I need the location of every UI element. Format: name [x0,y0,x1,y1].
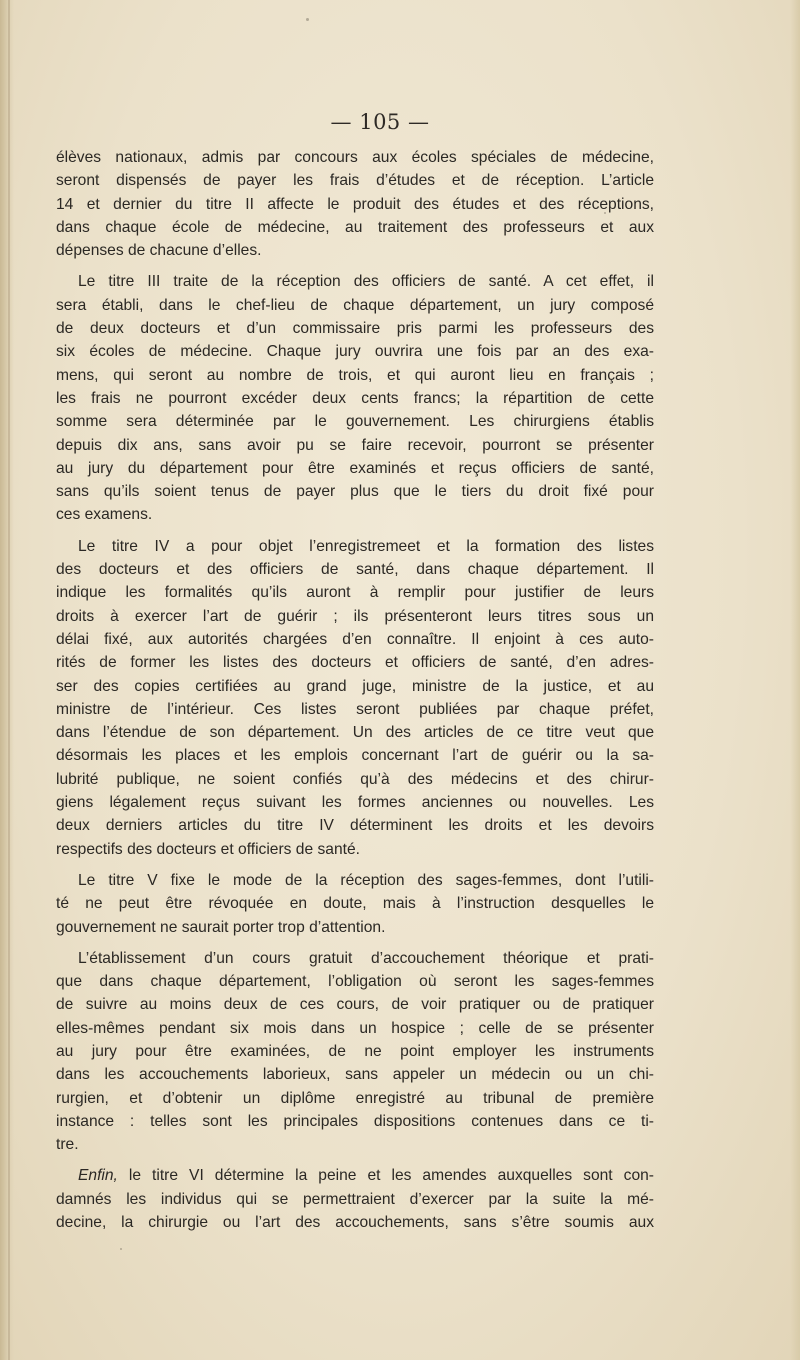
text-line: des docteurs et des officiers de santé, dans chaque département. Il [56,561,654,579]
text-line: de suivre au moins deux de ces cours, de voir pratiquer ou de pratiquer [56,996,654,1014]
paragraph [56,947,654,1157]
binding-shadow [0,0,14,1360]
text-line: té ne peut être révoquée en doute, mais à l’instruction desquelles le [56,895,654,913]
paragraph [56,270,654,526]
text-line: élèves nationaux, admis par concours aux écoles spéciales de médecine, [56,149,654,166]
text-line: sans qu’ils soient tenus de payer plus que le tiers du droit fixé pour [56,483,654,501]
text-line: seront dispensés de payer les frais d’études et de réception. L’article [56,172,654,190]
text-line: désormais les places et les emplois concernant l’art de guérir ou la sa- [56,747,654,765]
ink-speck [306,18,309,21]
text-line: rurgien, et d’obtenir un diplôme enregistré au tribunal de première [56,1089,654,1107]
paragraph [56,1164,654,1234]
text-line: Le titre V fixe le mode de la réception des sages-femmes, dont l’utili- [78,871,654,889]
ink-speck [604,212,606,214]
page-edge-shadow [790,0,800,1360]
text-line: dans l’étendue de son département. Un des articles de ce titre veut que [56,724,654,742]
text-line: délai fixé, aux autorités chargées d’en connaître. Il enjoint à ces auto- [56,630,654,648]
text-line: ministre de l’intérieur. Ces listes seront publiées par chaque préfet, [56,700,654,718]
text-line: ser des copies certifiées au grand juge, ministre de la justice, et au [56,677,654,695]
text-line: droits à exercer l’art de guérir ; ils présenteront leurs titres sous un [56,607,654,625]
text-line: L’établissement d’un cours gratuit d’accouchement théorique et prati- [78,949,654,967]
text-line: les frais ne pourront excéder deux cents francs; la répartition de cette [56,389,654,407]
text-line: au jury pour être examinées, de ne point employer les instruments [56,1042,654,1060]
text-line: damnés les individus qui se permettraient d’exercer par la suite la mé- [56,1190,654,1208]
text-line: que dans chaque département, l’obligation où seront les sages-femmes [56,973,654,991]
page-number: — 105 — [330,110,430,134]
italic-lead: Enfin, [78,1167,118,1185]
text-line: respectifs des docteurs et officiers de santé. [56,840,360,858]
text-line-rest: le titre VI détermine la peine et les amendes auxquelles sont con- [117,1167,654,1185]
text-line: rités de former les listes des docteurs et officiers de santé, d’en adres- [56,654,654,672]
text-line: deux derniers articles du titre IV déterminent les droits et les devoirs [56,817,654,835]
paragraph [56,146,654,262]
text-line: 14 et dernier du titre II affecte le produit des études et des réceptions, [56,195,654,213]
text-line: au jury du département pour être examinés et reçus officiers de santé, [56,459,654,477]
text-line: dans chaque école de médecine, au traitement des professeurs et aux [56,218,654,236]
text-line: dans les accouchements laborieux, sans appeler un médecin ou un chi- [56,1066,654,1084]
text-line: decine, la chirurgie ou l’art des accouchements, sans s’être soumis aux [56,1214,654,1232]
text-line: elles-mêmes pendant six mois dans un hospice ; celle de se présenter [56,1019,654,1037]
binding-line [8,0,10,1360]
text-line: gouvernement ne saurait porter trop d’attention. [56,918,386,936]
text-line: instance : telles sont les principales dispositions contenues dans ce ti- [56,1112,654,1130]
text-line [56,1164,654,1187]
text-line: ces examens. [56,506,153,524]
text-line: de deux docteurs et d’un commissaire pris parmi les professeurs des [56,320,654,338]
text-line: Le titre III traite de la réception des officiers de santé. A cet effet, il [78,273,654,291]
paragraph [56,869,654,939]
text-line: six écoles de médecine. Chaque jury ouvrira une fois par an des exa- [56,343,654,361]
text-line: indique les formalités qu’ils auront à remplir pour justifier de leurs [56,584,654,602]
paragraph [56,535,654,861]
text-line: Le titre IV a pour objet l’enregistremeet et la formation des listes [78,537,654,555]
text-line: sera établi, dans le chef-lieu de chaque département, un jury composé [56,296,654,314]
ink-speck [120,1248,122,1250]
text-line: lubrité publique, ne soient confiés qu’à des médecins et des chirur- [56,770,654,788]
text-line: giens légalement reçus suivant les formes anciennes ou nouvelles. Les [56,794,654,812]
text-line: somme sera déterminée par le gouvernement. Les chirurgiens établis [56,413,654,431]
text-line: dépenses de chacune d’elles. [56,242,262,260]
body-text [56,146,654,1234]
text-line: depuis dix ans, sans avoir pu se faire recevoir, pourront se présenter [56,436,654,454]
text-line: tre. [56,1136,79,1154]
text-line: mens, qui seront au nombre de trois, et qui auront lieu en français ; [56,366,654,384]
